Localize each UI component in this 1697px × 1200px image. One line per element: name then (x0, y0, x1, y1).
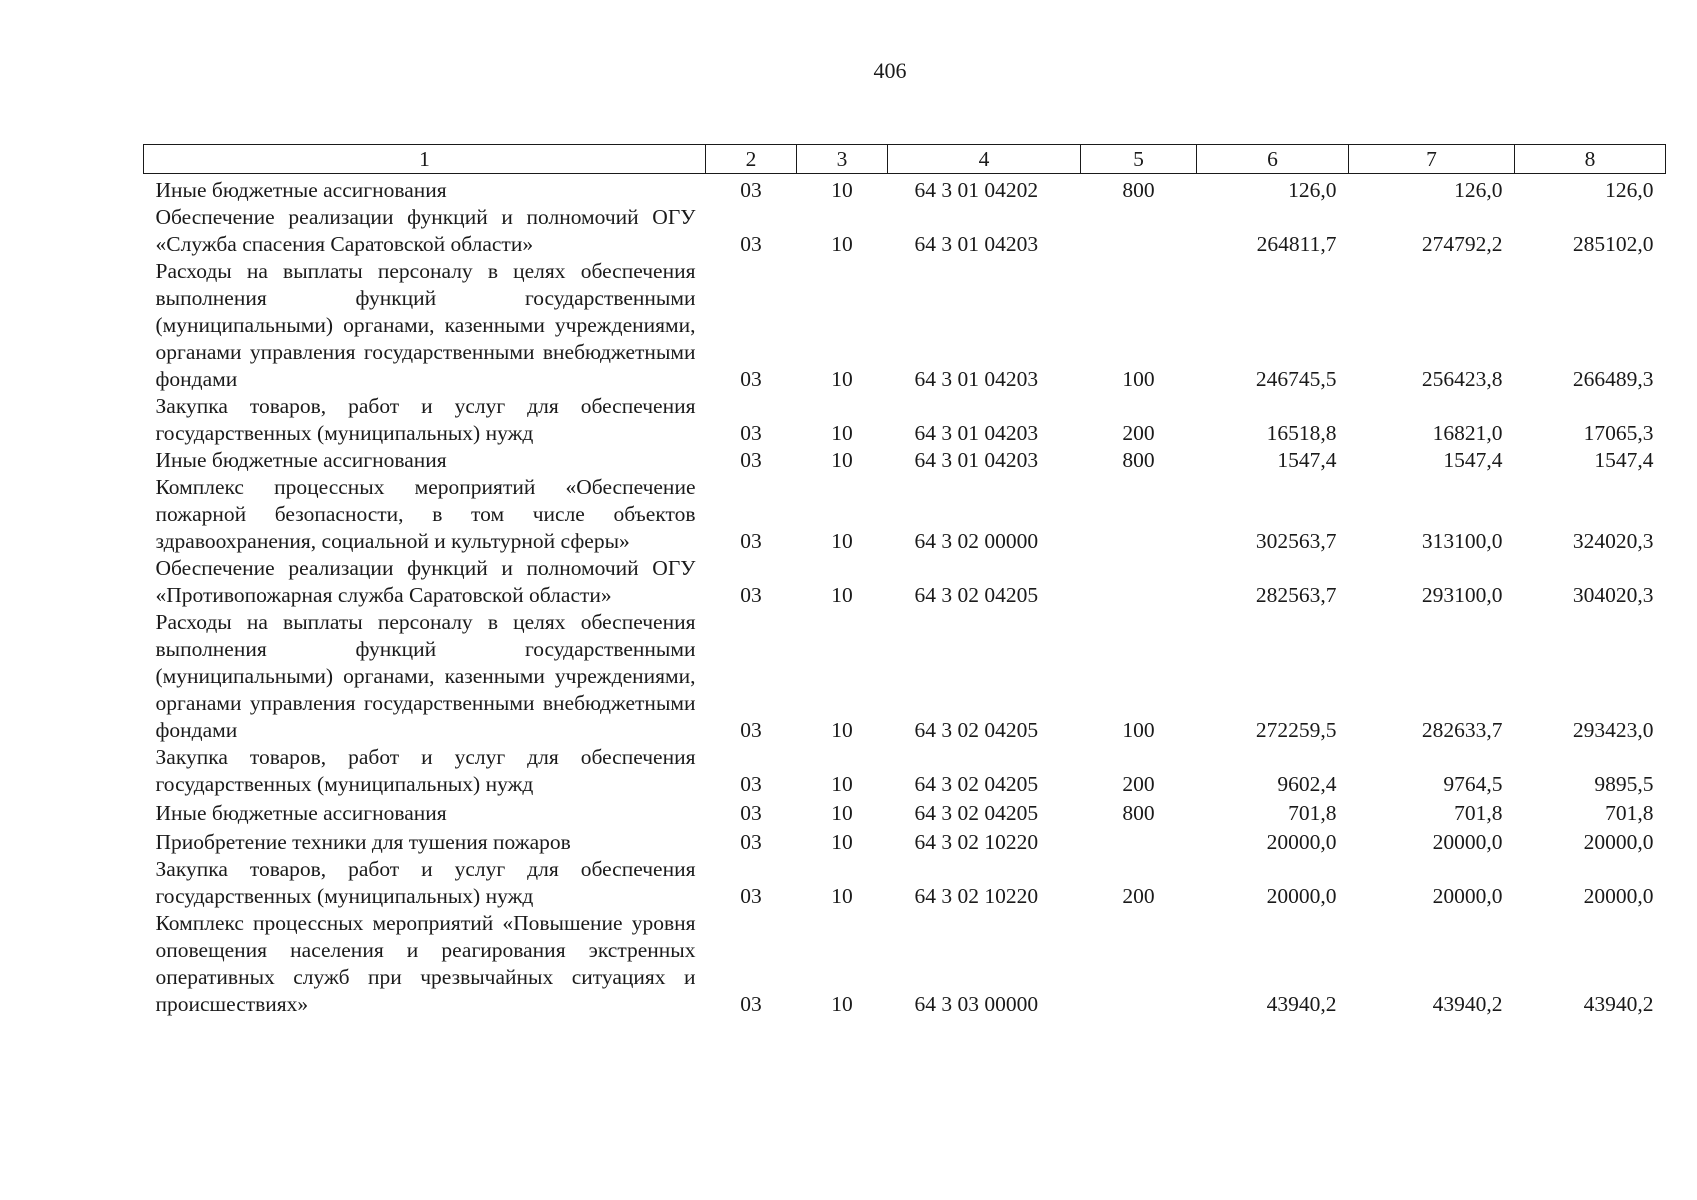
subsection-code: 10 (831, 992, 853, 1016)
target-article-code: 64 3 01 04203 (914, 448, 1039, 472)
table-row (144, 856, 1666, 910)
target-article-code: 64 3 01 04202 (914, 178, 1039, 202)
table-row (144, 910, 1666, 1018)
column-header: 4 (888, 145, 1081, 174)
amount-col8: 701,8 (1605, 801, 1654, 825)
table-row (144, 474, 1666, 555)
subsection-code: 10 (831, 772, 853, 796)
column-header: 3 (797, 145, 888, 174)
amount-col6: 282563,7 (1255, 583, 1337, 607)
section-code: 03 (740, 448, 762, 472)
expense-type-code (1081, 555, 1197, 609)
section-code: 03 (740, 367, 762, 391)
amount-col6: 1547,4 (1277, 448, 1337, 472)
target-article-code: 64 3 02 04205 (914, 772, 1039, 796)
expense-name: Иные бюджетные ассигнования (155, 448, 447, 472)
amount-col7: 282633,7 (1421, 718, 1503, 742)
section-code: 03 (740, 718, 762, 742)
amount-col7: 16821,0 (1432, 421, 1503, 445)
expense-name: Комплекс процессных мероприятий «Повышение уровня оповещения населения и реагирования экстренных оперативных служб при чрезвычайных ситуациях и происшествиях» (155, 911, 696, 1016)
expense-type-code (1081, 204, 1197, 258)
subsection-code: 10 (831, 421, 853, 445)
amount-col6: 272259,5 (1255, 718, 1337, 742)
amount-col7: 20000,0 (1432, 830, 1503, 854)
amount-col7: 126,0 (1454, 178, 1503, 202)
expense-type-code (1081, 910, 1197, 1018)
subsection-code: 10 (831, 367, 853, 391)
section-code: 03 (740, 830, 762, 854)
column-header: 7 (1349, 145, 1515, 174)
target-article-code: 64 3 01 04203 (914, 421, 1039, 445)
target-article-code: 64 3 03 00000 (914, 992, 1039, 1016)
section-code: 03 (740, 421, 762, 445)
table-row (144, 258, 1666, 393)
amount-col8: 266489,3 (1572, 367, 1654, 391)
amount-col7: 293100,0 (1421, 583, 1503, 607)
column-header: 6 (1197, 145, 1349, 174)
target-article-code: 64 3 02 10220 (914, 830, 1039, 854)
target-article-code: 64 3 02 00000 (914, 529, 1039, 553)
expense-name: Иные бюджетные ассигнования (155, 801, 447, 825)
amount-col8: 43940,2 (1583, 992, 1654, 1016)
table-header-row (144, 145, 1666, 174)
table-row (144, 798, 1666, 827)
amount-col6: 126,0 (1288, 178, 1337, 202)
table-row (144, 393, 1666, 447)
amount-col7: 701,8 (1454, 801, 1503, 825)
section-code: 03 (740, 801, 762, 825)
amount-col6: 20000,0 (1266, 884, 1337, 908)
expense-name: Обеспечение реализации функций и полномочий ОГУ «Противопожарная служба Саратовской области» (155, 556, 696, 607)
expense-name: Расходы на выплаты персоналу в целях обеспечения выполнения функций государственными (муниципальными) органами, казенными учреждениями, органами управления государственными внебюджетными фондами (155, 610, 696, 742)
amount-col8: 126,0 (1605, 178, 1654, 202)
expense-type-code: 800 (1122, 448, 1155, 472)
section-code: 03 (740, 232, 762, 256)
amount-col6: 246745,5 (1255, 367, 1337, 391)
target-article-code: 64 3 01 04203 (914, 367, 1039, 391)
table-row (144, 204, 1666, 258)
expense-name: Расходы на выплаты персоналу в целях обеспечения выполнения функций государственными (муниципальными) органами, казенными учреждениями, органами управления государственными внебюджетными фондами (155, 259, 696, 391)
column-header: 1 (144, 145, 706, 174)
expense-name: Закупка товаров, работ и услуг для обеспечения государственных (муниципальных) нужд (155, 394, 696, 445)
table-row (144, 447, 1666, 474)
expense-type-code: 100 (1122, 367, 1155, 391)
subsection-code: 10 (831, 583, 853, 607)
subsection-code: 10 (831, 830, 853, 854)
section-code: 03 (740, 529, 762, 553)
expense-type-code: 200 (1122, 772, 1155, 796)
subsection-code: 10 (831, 529, 853, 553)
expense-name: Закупка товаров, работ и услуг для обеспечения государственных (муниципальных) нужд (155, 745, 696, 796)
amount-col8: 20000,0 (1583, 884, 1654, 908)
amount-col7: 256423,8 (1421, 367, 1503, 391)
target-article-code: 64 3 02 04205 (914, 583, 1039, 607)
column-header: 8 (1515, 145, 1666, 174)
expense-name: Приобретение техники для тушения пожаров (155, 830, 571, 854)
target-article-code: 64 3 02 10220 (914, 884, 1039, 908)
amount-col6: 43940,2 (1266, 992, 1337, 1016)
table-row (144, 744, 1666, 798)
amount-col7: 1547,4 (1443, 448, 1503, 472)
expense-name: Закупка товаров, работ и услуг для обеспечения государственных (муниципальных) нужд (155, 857, 696, 908)
expense-name: Обеспечение реализации функций и полномочий ОГУ «Служба спасения Саратовской области» (155, 205, 696, 256)
expense-type-code: 100 (1122, 718, 1155, 742)
target-article-code: 64 3 02 04205 (914, 718, 1039, 742)
amount-col8: 304020,3 (1572, 583, 1654, 607)
section-code: 03 (740, 772, 762, 796)
table-row (144, 555, 1666, 609)
amount-col7: 274792,2 (1421, 232, 1503, 256)
expense-type-code: 800 (1122, 801, 1155, 825)
amount-col6: 701,8 (1288, 801, 1337, 825)
table-row (144, 609, 1666, 744)
expense-type-code: 200 (1122, 421, 1155, 445)
amount-col8: 293423,0 (1572, 718, 1654, 742)
expense-type-code: 200 (1122, 884, 1155, 908)
page-number: 406 (873, 58, 907, 83)
expense-name: Иные бюджетные ассигнования (155, 178, 447, 202)
section-code: 03 (740, 583, 762, 607)
column-header: 5 (1081, 145, 1197, 174)
subsection-code: 10 (831, 448, 853, 472)
amount-col8: 324020,3 (1572, 529, 1654, 553)
amount-col8: 9895,5 (1594, 772, 1654, 796)
amount-col6: 302563,7 (1255, 529, 1337, 553)
amount-col6: 264811,7 (1256, 232, 1337, 256)
amount-col7: 20000,0 (1432, 884, 1503, 908)
amount-col8: 1547,4 (1594, 448, 1654, 472)
expense-type-code (1081, 474, 1197, 555)
subsection-code: 10 (831, 801, 853, 825)
subsection-code: 10 (831, 718, 853, 742)
amount-col6: 20000,0 (1266, 830, 1337, 854)
subsection-code: 10 (831, 178, 853, 202)
table-row (144, 174, 1666, 205)
amount-col7: 9764,5 (1443, 772, 1503, 796)
amount-col6: 9602,4 (1277, 772, 1337, 796)
table-row (144, 827, 1666, 856)
subsection-code: 10 (831, 232, 853, 256)
subsection-code: 10 (831, 884, 853, 908)
section-code: 03 (740, 178, 762, 202)
column-header: 2 (706, 145, 797, 174)
target-article-code: 64 3 01 04203 (914, 232, 1039, 256)
expense-name: Комплекс процессных мероприятий «Обеспечение пожарной безопасности, в том числе объектов здравоохранения, социальной и культурной сферы» (155, 475, 696, 553)
amount-col8: 17065,3 (1583, 421, 1654, 445)
amount-col8: 20000,0 (1583, 830, 1654, 854)
expense-type-code: 800 (1122, 178, 1155, 202)
section-code: 03 (740, 992, 762, 1016)
section-code: 03 (740, 884, 762, 908)
amount-col6: 16518,8 (1266, 421, 1337, 445)
budget-table (143, 144, 1666, 1018)
expense-type-code (1081, 827, 1197, 856)
amount-col7: 43940,2 (1432, 992, 1503, 1016)
target-article-code: 64 3 02 04205 (914, 801, 1039, 825)
amount-col8: 285102,0 (1572, 232, 1654, 256)
amount-col7: 313100,0 (1421, 529, 1503, 553)
